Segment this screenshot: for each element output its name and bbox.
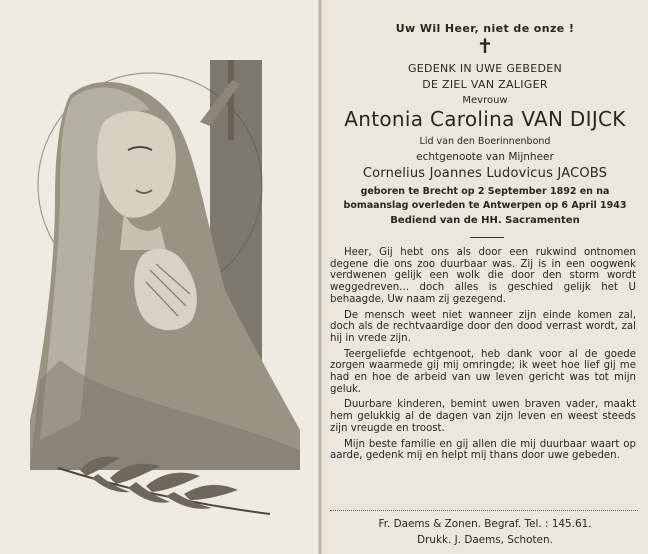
printer-line-1: Fr. Daems & Zonen. Begraf. Tel. : 145.61. (378, 518, 592, 530)
title: Mevrouw (462, 95, 508, 106)
paragraph-5: Mijn beste familie en gij allen die mij duurbaar waart op aarde, gedenk mij en helpt mij thans door uwe gebeden. (330, 438, 636, 462)
paragraph-3: Teergeliefde echtgenoot, heb dank voor al de goede zorgen waarmede gij mij omringde; ik weet hoe lief gij me had en hoe de arbeid van uw leven gericht was tot mijn geluk. (330, 348, 636, 395)
memorial-text (330, 247, 636, 466)
prayer-line: Uw Wil Heer, niet de onze ! (395, 22, 575, 35)
divider (470, 237, 504, 238)
dotted-divider (330, 510, 638, 512)
spouse-name: Cornelius Joannes Ludovicus JACOBS (362, 166, 608, 181)
paragraph-2: De mensch weet niet wanneer zijn einde komen zal, doch als de rechtvaardige door den dood verrast wordt, zal hij in vrede zijn. (330, 309, 636, 344)
printer-line-2: Drukk. J. Daems, Schoten. (417, 534, 553, 546)
madonna-illustration (0, 0, 318, 554)
remember-line-1: GEDENK IN UWE GEBEDEN (407, 62, 563, 75)
crucifix-post (228, 60, 234, 140)
paragraph-4: Duurbare kinderen, bemint uwen braven vader, maakt hem gelukkig al de dagen van zijn leven en weest steeds zijn vreugde en troost. (330, 399, 636, 434)
remember-line-2: DE ZIEL VAN ZALIGER (422, 78, 548, 91)
membership: Lid van den Boerinnenbond (419, 136, 551, 147)
cross-icon: ✝ (476, 34, 494, 58)
paragraph-1: Heer, Gij hebt ons als door een rukwind ontnomen degene die ons zoo duurbaar was. Zij is in een oogwenk verdwenen gelijk een wolk die door den storm wordt weggedreven... doch alles is geschied gelijk het U behaagde, Uw naam zij gezegend. (330, 247, 636, 305)
deceased-name: Antonia Carolina VAN DIJCK (344, 107, 626, 131)
text-panel (322, 0, 648, 554)
sacraments-line: Bediend van de HH. Sacramenten (390, 215, 580, 226)
devotional-image-panel (0, 0, 318, 554)
birth-line: geboren te Brecht op 2 September 1892 en na (360, 186, 610, 197)
palm-branch-stem (58, 468, 270, 514)
death-line: bomaanslag overleden te Antwerpen op 6 April 1943 (343, 200, 627, 211)
spouse-intro: echtgenoote van Mijnheer (416, 151, 554, 163)
